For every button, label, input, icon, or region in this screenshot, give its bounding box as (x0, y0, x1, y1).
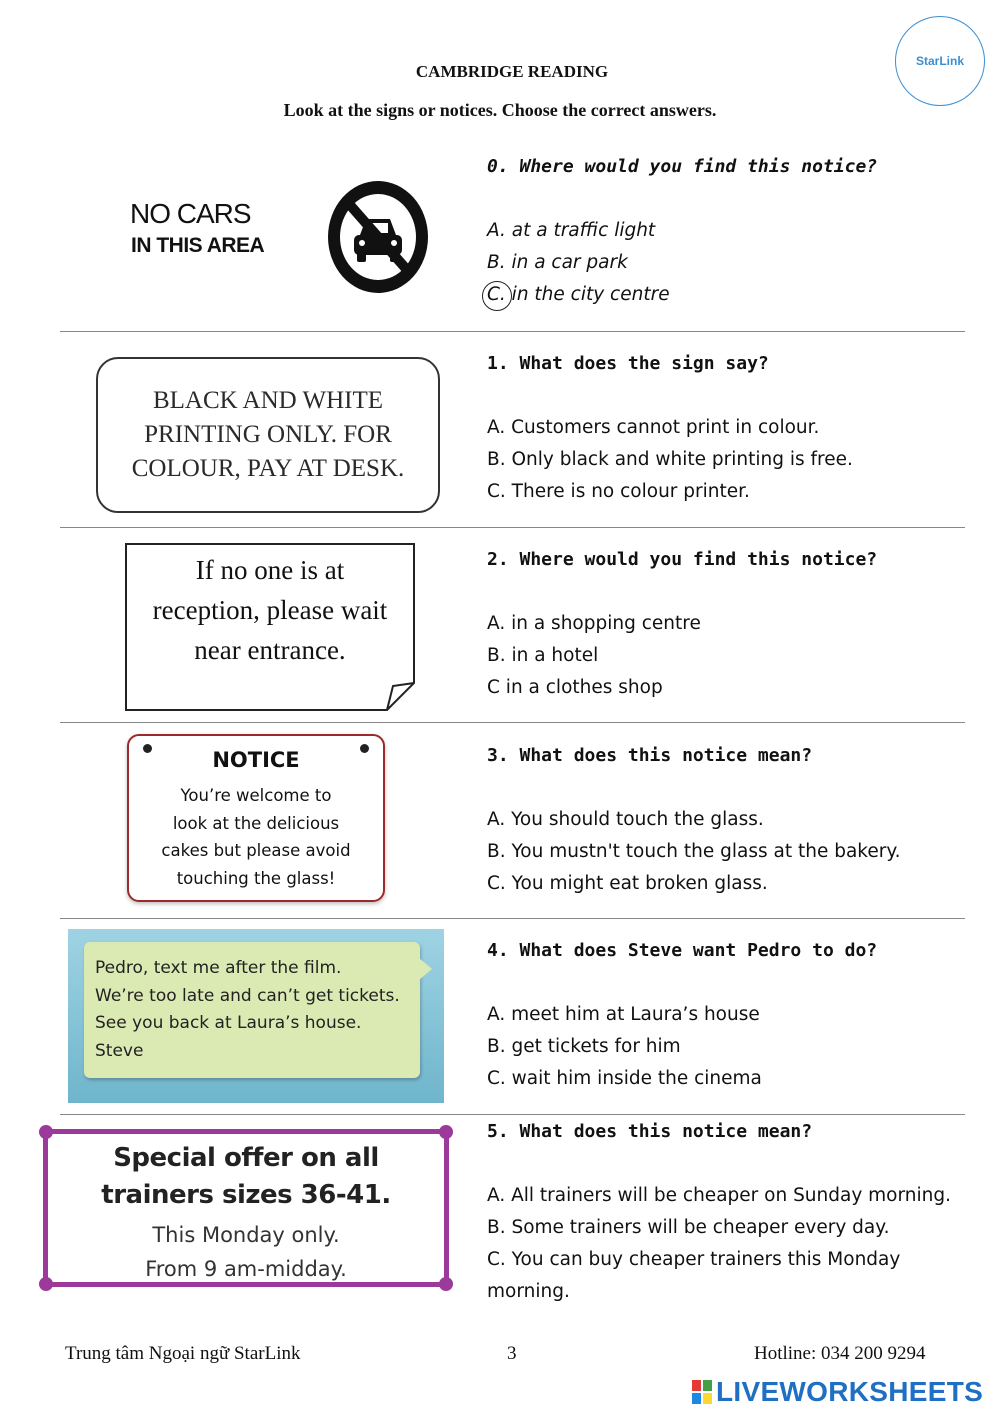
sign3-title: NOTICE (212, 748, 300, 772)
sign1-line: BLACK AND WHITE (152, 387, 384, 414)
message-bubble-tail (419, 958, 432, 980)
question-3 (487, 740, 901, 900)
option-b[interactable]: B. get tickets for him (487, 1036, 681, 1057)
question-4 (487, 935, 877, 1095)
option-b[interactable]: B. Some trainers will be cheaper every day. (487, 1217, 890, 1238)
page-title: CAMBRIDGE READING (415, 62, 609, 81)
option-c-text: C. in the city centre (487, 284, 670, 305)
option-a[interactable]: A. at a traffic light (487, 220, 656, 241)
no-cars-icon (324, 177, 432, 297)
question-2 (487, 544, 877, 704)
sign2-text (130, 550, 410, 670)
sign3-body (129, 782, 383, 892)
divider (60, 527, 965, 528)
sign1-line: COLOUR, PAY AT DESK. (131, 455, 405, 482)
question-title: 1. What does the sign say? (487, 353, 769, 374)
option-b[interactable]: B. You mustn't touch the glass at the bakery. (487, 841, 901, 862)
footer-center-name: Trung tâm Ngoại ngữ StarLink (65, 1343, 301, 1364)
sign2-line: If no one is at (195, 555, 345, 585)
sign3-line: You’re welcome to (180, 786, 332, 805)
sign4-line: Pedro, text me after the film. (95, 958, 342, 978)
sign4-line: Steve (95, 1040, 144, 1061)
question-title: 3. What does this notice mean? (487, 745, 813, 766)
option-b[interactable]: B. Only black and white printing is free. (487, 449, 853, 470)
sign3-notice (127, 734, 385, 902)
option-a[interactable]: A. meet him at Laura’s house (487, 1004, 760, 1025)
sign5-line: trainers sizes 36-41. (101, 1180, 391, 1210)
option-c[interactable]: C. wait him inside the cinema (487, 1068, 762, 1089)
sign0-line2: IN THIS AREA (131, 234, 265, 257)
sign5-line: This Monday only. (152, 1223, 340, 1247)
option-a[interactable]: A. Customers cannot print in colour. (487, 417, 820, 438)
sign5-line: From 9 am-midday. (145, 1257, 347, 1281)
sign3-line: touching the glass! (176, 868, 336, 888)
corner-dot (39, 1125, 53, 1139)
question-0 (487, 151, 877, 311)
divider (60, 1114, 965, 1115)
divider (60, 722, 965, 723)
option-b[interactable]: B. in a hotel (487, 645, 599, 666)
liveworksheets-text: LIVEWORKSHEETS (716, 1376, 984, 1407)
option-c[interactable]: C. You might eat broken glass. (487, 873, 768, 894)
question-5 (487, 1116, 951, 1308)
option-b[interactable]: B. in a car park (487, 252, 628, 273)
instructions: Look at the signs or notices. Choose the correct answers. (283, 100, 717, 120)
question-title: 5. What does this notice mean? (487, 1121, 813, 1142)
option-c[interactable]: C in a clothes shop (487, 677, 663, 698)
answer-circle (482, 281, 512, 311)
sign5-subtext (48, 1218, 444, 1286)
sign3-line: cakes but please avoid (161, 841, 351, 860)
question-title: 2. Where would you find this notice? (487, 549, 878, 570)
sign2-line: near entrance. (194, 635, 346, 665)
sign4-line: We’re too late and can’t get tickets. (95, 985, 400, 1006)
sign5-special-offer (43, 1129, 449, 1287)
divider (60, 331, 965, 332)
question-1 (487, 348, 853, 508)
liveworksheets-icon (692, 1380, 712, 1404)
option-c[interactable] (487, 279, 877, 311)
sign5-heading (48, 1140, 444, 1214)
sign1-line: PRINTING ONLY. FOR (144, 421, 392, 448)
divider (60, 918, 965, 919)
starlink-logo (895, 16, 985, 106)
liveworksheets-brand (692, 1376, 983, 1408)
logo-text: StarLink (915, 54, 964, 68)
sign4-text (95, 955, 400, 1065)
sign0-line1: NO CARS (130, 198, 251, 229)
option-a[interactable]: A. You should touch the glass. (487, 809, 764, 830)
option-c-continuation: morning. (487, 1281, 570, 1302)
page-number: 3 (507, 1343, 517, 1364)
option-a[interactable]: A. All trainers will be cheaper on Sunday morning. (487, 1185, 951, 1206)
sign1-printing (96, 357, 440, 513)
sign4-line: See you back at Laura’s house. (95, 1013, 362, 1033)
footer-hotline: Hotline: 034 200 9294 (754, 1343, 926, 1364)
option-c[interactable]: C. You can buy cheaper trainers this Monday (487, 1249, 901, 1270)
option-a[interactable]: A. in a shopping centre (487, 613, 701, 634)
question-title: 0. Where would you find this notice? (487, 156, 878, 177)
corner-dot (439, 1125, 453, 1139)
sign3-line: look at the delicious (172, 813, 340, 833)
option-c[interactable]: C. There is no colour printer. (487, 481, 750, 502)
sign5-line: Special offer on all (113, 1143, 379, 1173)
sign2-line: reception, please wait (152, 595, 388, 625)
question-title: 4. What does Steve want Pedro to do? (487, 940, 878, 961)
